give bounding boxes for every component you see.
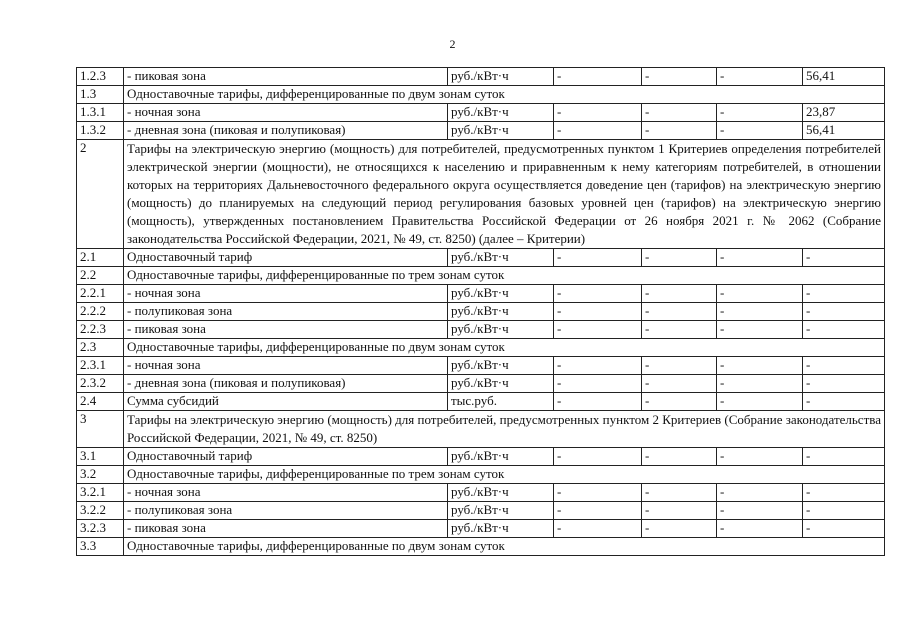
value-cell: -: [554, 303, 642, 321]
section-row: [77, 466, 885, 484]
table-row: [77, 502, 885, 520]
row-number-cell: 1.2.3: [77, 68, 124, 86]
value-cell: -: [554, 357, 642, 375]
value-cell: -: [717, 393, 803, 411]
value-cell: -: [717, 321, 803, 339]
unit-cell: руб./кВт·ч: [448, 502, 554, 520]
value-cell: -: [803, 375, 885, 393]
row-number-cell: 3.2: [77, 466, 124, 484]
value-cell: -: [642, 285, 717, 303]
value-cell: -: [803, 502, 885, 520]
unit-cell: руб./кВт·ч: [448, 321, 554, 339]
unit-cell: руб./кВт·ч: [448, 104, 554, 122]
value-cell: -: [803, 520, 885, 538]
value-cell: -: [717, 520, 803, 538]
row-number-cell: 3.3: [77, 538, 124, 556]
table-row: [77, 393, 885, 411]
unit-cell: руб./кВт·ч: [448, 68, 554, 86]
unit-cell: руб./кВт·ч: [448, 357, 554, 375]
unit-cell: руб./кВт·ч: [448, 303, 554, 321]
section-title-cell: Одноставочные тарифы, дифференцированные по двум зонам суток: [124, 86, 885, 104]
row-number-cell: 2: [77, 140, 124, 249]
value-cell: -: [717, 249, 803, 267]
value-cell: -: [642, 357, 717, 375]
row-number-cell: 1.3.2: [77, 122, 124, 140]
value-cell: -: [642, 122, 717, 140]
row-number-cell: 3.2.1: [77, 484, 124, 502]
value-cell: -: [554, 285, 642, 303]
value-cell: -: [554, 104, 642, 122]
table-row: [77, 104, 885, 122]
value-cell: -: [642, 375, 717, 393]
value-cell: -: [803, 448, 885, 466]
description-cell: - полупиковая зона: [124, 502, 448, 520]
value-cell: -: [642, 68, 717, 86]
value-cell: -: [642, 484, 717, 502]
description-cell: - пиковая зона: [124, 68, 448, 86]
value-cell: -: [554, 249, 642, 267]
row-number-cell: 2.3: [77, 339, 124, 357]
value-cell: -: [554, 375, 642, 393]
table-row: [77, 285, 885, 303]
description-cell: Сумма субсидий: [124, 393, 448, 411]
tariff-table-body: [77, 68, 885, 556]
value-cell: -: [717, 375, 803, 393]
value-cell: -: [803, 393, 885, 411]
section-row: [77, 339, 885, 357]
value-cell: -: [803, 357, 885, 375]
value-cell: -: [717, 502, 803, 520]
value-cell: -: [554, 484, 642, 502]
value-cell: -: [554, 393, 642, 411]
description-cell: - полупиковая зона: [124, 303, 448, 321]
section-row: [77, 140, 885, 249]
row-number-cell: 2.3.2: [77, 375, 124, 393]
unit-cell: руб./кВт·ч: [448, 520, 554, 538]
description-cell: - пиковая зона: [124, 321, 448, 339]
row-number-cell: 3.2.3: [77, 520, 124, 538]
row-number-cell: 2.3.1: [77, 357, 124, 375]
description-cell: - ночная зона: [124, 357, 448, 375]
row-number-cell: 2.2.3: [77, 321, 124, 339]
value-cell: -: [803, 303, 885, 321]
value-cell: -: [642, 502, 717, 520]
value-cell: -: [717, 303, 803, 321]
section-row: [77, 411, 885, 448]
row-number-cell: 2.4: [77, 393, 124, 411]
description-cell: - ночная зона: [124, 285, 448, 303]
value-cell: -: [803, 484, 885, 502]
value-cell: -: [717, 68, 803, 86]
unit-cell: руб./кВт·ч: [448, 448, 554, 466]
row-number-cell: 3.2.2: [77, 502, 124, 520]
value-cell: -: [642, 393, 717, 411]
section-title-cell: Одноставочные тарифы, дифференцированные по двум зонам суток: [124, 538, 885, 556]
description-cell: - дневная зона (пиковая и полупиковая): [124, 122, 448, 140]
section-title-cell: Тарифы на электрическую энергию (мощность) для потребителей, предусмотренных пунктом 2 Критериев (Собрание законодательства Российской Федерации, 2021, № 49, ст. 8250): [124, 411, 885, 448]
value-cell: -: [717, 104, 803, 122]
table-row: [77, 249, 885, 267]
table-row: [77, 357, 885, 375]
value-cell: -: [642, 321, 717, 339]
unit-cell: руб./кВт·ч: [448, 122, 554, 140]
section-title-cell: Одноставочные тарифы, дифференцированные по трем зонам суток: [124, 267, 885, 285]
section-title-cell: Одноставочные тарифы, дифференцированные по трем зонам суток: [124, 466, 885, 484]
page-number: 2: [449, 37, 456, 51]
value-cell: -: [554, 68, 642, 86]
row-number-cell: 1.3.1: [77, 104, 124, 122]
table-row: [77, 448, 885, 466]
value-cell: -: [717, 448, 803, 466]
section-row: [77, 538, 885, 556]
value-cell: 56,41: [803, 122, 885, 140]
description-cell: - ночная зона: [124, 484, 448, 502]
value-cell: -: [642, 249, 717, 267]
value-cell: -: [803, 321, 885, 339]
section-title-cell: Тарифы на электрическую энергию (мощность) для потребителей, предусмотренных пунктом 1 Критериев определения потребителей электрической энергии (мощности), не относящихся к населению и приравненным к нему категориям потребителей, в отношении которых на территориях Дальневосточного федерального округа осуществляется доведение цен (тарифов) на электрическую энергию (мощность) до планируемых на следующий период регулирования базовых уровней цен (тарифов) на электрическую энергию (мощность), утвержденных постановлением Правительства Российской Федерации от 26 ноября 2021 г. № 2062 (Собрание законодательства Российской Федерации, 2021, № 49, ст. 8250) (далее – Критерии): [124, 140, 885, 249]
description-cell: - ночная зона: [124, 104, 448, 122]
unit-cell: руб./кВт·ч: [448, 484, 554, 502]
value-cell: -: [554, 502, 642, 520]
description-cell: - дневная зона (пиковая и полупиковая): [124, 375, 448, 393]
value-cell: 56,41: [803, 68, 885, 86]
row-number-cell: 2.2.1: [77, 285, 124, 303]
table-row: [77, 68, 885, 86]
row-number-cell: 3: [77, 411, 124, 448]
row-number-cell: 2.1: [77, 249, 124, 267]
section-row: [77, 86, 885, 104]
value-cell: -: [717, 122, 803, 140]
value-cell: -: [554, 321, 642, 339]
value-cell: -: [642, 303, 717, 321]
section-row: [77, 267, 885, 285]
value-cell: -: [803, 285, 885, 303]
description-cell: Одноставочный тариф: [124, 249, 448, 267]
table-row: [77, 303, 885, 321]
row-number-cell: 2.2.2: [77, 303, 124, 321]
row-number-cell: 3.1: [77, 448, 124, 466]
description-cell: Одноставочный тариф: [124, 448, 448, 466]
value-cell: -: [554, 520, 642, 538]
value-cell: -: [642, 448, 717, 466]
value-cell: -: [554, 448, 642, 466]
row-number-cell: 2.2: [77, 267, 124, 285]
value-cell: -: [717, 285, 803, 303]
value-cell: -: [554, 122, 642, 140]
unit-cell: тыс.руб.: [448, 393, 554, 411]
table-row: [77, 321, 885, 339]
table-row: [77, 484, 885, 502]
tariff-table: [76, 67, 885, 556]
table-row: [77, 375, 885, 393]
unit-cell: руб./кВт·ч: [448, 375, 554, 393]
unit-cell: руб./кВт·ч: [448, 285, 554, 303]
table-row: [77, 122, 885, 140]
description-cell: - пиковая зона: [124, 520, 448, 538]
section-title-cell: Одноставочные тарифы, дифференцированные по двум зонам суток: [124, 339, 885, 357]
unit-cell: руб./кВт·ч: [448, 249, 554, 267]
value-cell: -: [717, 357, 803, 375]
row-number-cell: 1.3: [77, 86, 124, 104]
table-row: [77, 520, 885, 538]
value-cell: -: [717, 484, 803, 502]
value-cell: -: [642, 104, 717, 122]
value-cell: 23,87: [803, 104, 885, 122]
value-cell: -: [803, 249, 885, 267]
value-cell: -: [642, 520, 717, 538]
